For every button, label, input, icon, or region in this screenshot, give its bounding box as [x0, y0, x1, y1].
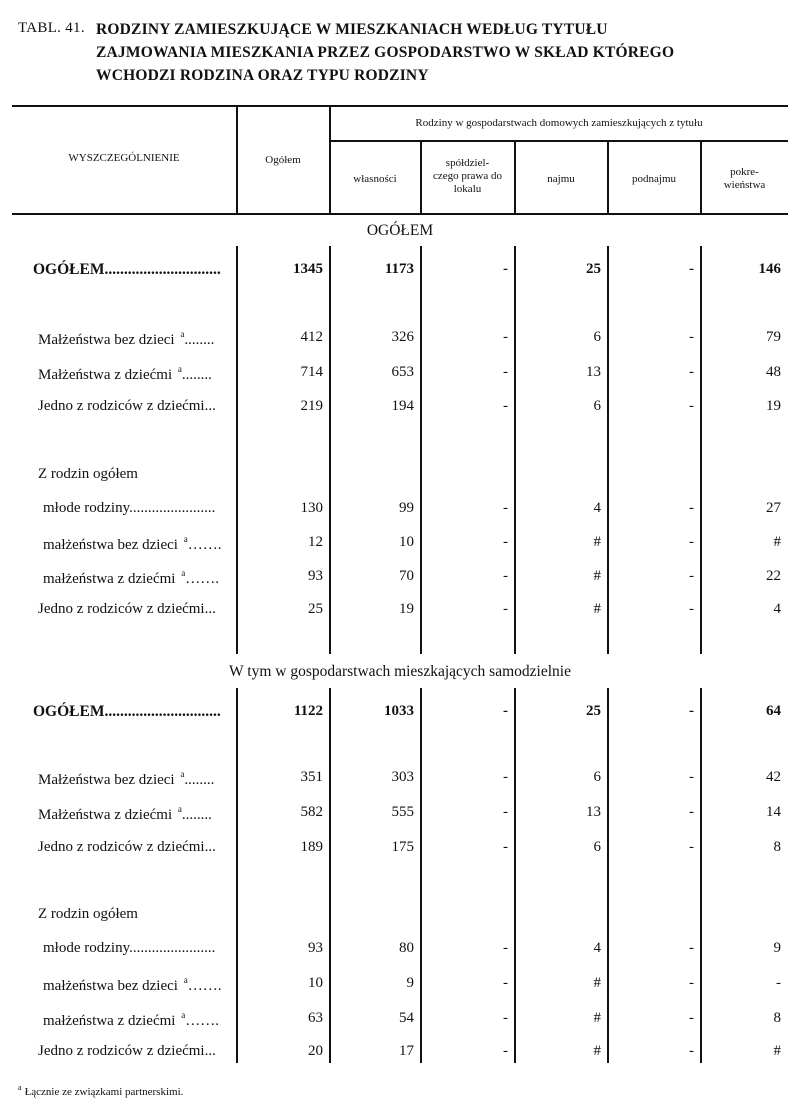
- cell-total: 20: [308, 1043, 323, 1059]
- body-divider: [420, 688, 422, 1063]
- column-header-sublet: podnajmu: [632, 173, 676, 185]
- cell-coop: -: [503, 839, 508, 855]
- cell-total: 130: [300, 500, 323, 516]
- cell-own: 80: [399, 940, 414, 956]
- table-row: [0, 261, 800, 283]
- column-header-coop-line: lokalu: [453, 183, 482, 195]
- cell-rent: 6: [593, 839, 601, 855]
- cell-kinship: 8: [773, 839, 781, 855]
- row-label: młode rodziny.......................: [43, 500, 216, 516]
- cell-own: 303: [391, 769, 414, 785]
- cell-coop: -: [503, 940, 508, 956]
- body-divider: [236, 688, 238, 1063]
- row-label-dots: …….: [185, 1013, 219, 1029]
- row-label-dots: …….: [187, 537, 222, 553]
- footnote-text: Łącznie ze związkami partnerskimi.: [24, 1086, 184, 1098]
- cell-rent: 13: [586, 804, 601, 820]
- cell-coop: -: [503, 364, 508, 380]
- cell-kinship: 4: [773, 601, 781, 617]
- cell-rent: #: [593, 1043, 601, 1059]
- cell-coop: -: [503, 329, 508, 345]
- cell-own: 9: [406, 975, 414, 991]
- cell-own: 19: [399, 601, 414, 617]
- cell-sublet: -: [689, 839, 694, 855]
- cell-sublet: -: [689, 703, 694, 719]
- table-number: TABL. 41.: [18, 20, 85, 36]
- cell-total: 189: [300, 839, 323, 855]
- cell-kinship: 146: [758, 261, 781, 277]
- cell-rent: 25: [586, 261, 601, 277]
- cell-rent: 6: [593, 769, 601, 785]
- cell-total: 25: [308, 601, 323, 617]
- table-row: [0, 601, 800, 623]
- row-label: [43, 568, 219, 588]
- cell-coop: -: [503, 769, 508, 785]
- cell-rent: 13: [586, 364, 601, 380]
- cell-own: 54: [399, 1010, 414, 1026]
- cell-kinship: 9: [773, 940, 781, 956]
- cell-own: 194: [391, 398, 414, 414]
- cell-own: 1033: [384, 703, 414, 719]
- table-row: [0, 769, 800, 791]
- column-header-coop: [421, 157, 514, 196]
- footnote-marker: a: [177, 364, 182, 374]
- row-label: [43, 975, 221, 995]
- cell-rent: #: [593, 568, 601, 584]
- cell-own: 10: [399, 534, 414, 550]
- footnote-marker: a: [177, 804, 182, 814]
- row-label-dots: ........: [181, 367, 212, 383]
- body-divider: [236, 246, 238, 654]
- cell-coop: -: [503, 1043, 508, 1059]
- row-label-text: małżeństwa bez dzieci: [43, 978, 178, 994]
- row-label: Jedno z rodziców z dziećmi...: [38, 839, 216, 855]
- cell-sublet: -: [689, 500, 694, 516]
- row-label-text: małżeństwa z dziećmi: [43, 1013, 176, 1029]
- cell-coop: -: [503, 398, 508, 414]
- cell-coop: -: [503, 601, 508, 617]
- cell-total: 10: [308, 975, 323, 991]
- cell-kinship: 19: [766, 398, 781, 414]
- row-label-dots: ........: [184, 332, 215, 348]
- footnote: [18, 1083, 183, 1098]
- table-row: [0, 906, 800, 928]
- body-divider: [607, 246, 609, 654]
- cell-kinship: #: [773, 1043, 781, 1059]
- table-row: [0, 940, 800, 962]
- column-group-header: Rodziny w gospodarstwach domowych zamieszkujących z tytułu: [415, 117, 703, 129]
- cell-rent: 4: [593, 500, 601, 516]
- column-header-rent: najmu: [547, 173, 575, 185]
- row-label: Jedno z rodziców z dziećmi...: [38, 601, 216, 617]
- cell-sublet: -: [689, 364, 694, 380]
- cell-sublet: -: [689, 534, 694, 550]
- row-label: Z rodzin ogółem: [38, 466, 138, 482]
- cell-total: 63: [308, 1010, 323, 1026]
- column-header-coop-line: czego prawa do: [432, 170, 503, 182]
- table-title-line-3: WCHODZI RODZINA ORAZ TYPU RODZINY: [96, 67, 429, 84]
- cell-rent: 6: [593, 329, 601, 345]
- body-divider: [329, 246, 331, 654]
- table-row: [0, 1043, 800, 1065]
- table-row: [0, 1010, 800, 1032]
- body-divider: [700, 246, 702, 654]
- table-row: [0, 534, 800, 556]
- cell-total: 582: [300, 804, 323, 820]
- footnote-marker: a: [180, 329, 185, 339]
- row-label: [43, 534, 221, 554]
- cell-sublet: -: [689, 261, 694, 277]
- cell-coop: -: [503, 261, 508, 277]
- column-header-kinship-line: wieństwa: [723, 179, 766, 191]
- cell-own: 175: [391, 839, 414, 855]
- cell-coop: -: [503, 1010, 508, 1026]
- footnote-marker: a: [183, 534, 188, 544]
- column-header-coop-line: spółdziel-: [445, 157, 490, 169]
- table-row: [0, 329, 800, 351]
- row-label-text: Małżeństwa bez dzieci: [38, 332, 175, 348]
- column-header-spec: WYSZCZEGÓLNIENIE: [68, 152, 180, 164]
- row-label: [38, 769, 214, 789]
- cell-kinship: 14: [766, 804, 781, 820]
- cell-total: 93: [308, 568, 323, 584]
- row-label: młode rodziny.......................: [43, 940, 216, 956]
- cell-sublet: -: [689, 940, 694, 956]
- table-title-line-2: ZAJMOWANIA MIESZKANIA PRZEZ GOSPODARSTWO W SKŁAD KTÓREGO: [96, 44, 675, 61]
- row-label-dots: ........: [184, 772, 215, 788]
- row-label: OGÓŁEM..............................: [33, 261, 221, 278]
- cell-kinship: 79: [766, 329, 781, 345]
- row-label-text: Małżeństwa z dziećmi: [38, 807, 173, 823]
- cell-total: 1345: [293, 261, 323, 277]
- body-divider: [420, 246, 422, 654]
- cell-total: 1122: [293, 703, 323, 719]
- cell-kinship: -: [776, 975, 781, 991]
- cell-coop: -: [503, 568, 508, 584]
- row-label: Z rodzin ogółem: [38, 906, 138, 922]
- cell-coop: -: [503, 804, 508, 820]
- section-heading: W tym w gospodarstwach mieszkających samodzielnie: [229, 663, 571, 680]
- footnote-marker: a: [181, 1010, 186, 1020]
- cell-own: 326: [391, 329, 414, 345]
- table-row: [0, 568, 800, 590]
- cell-kinship: 64: [766, 703, 781, 719]
- row-label-text: małżeństwa z dziećmi: [43, 571, 176, 587]
- cell-kinship: 27: [766, 500, 781, 516]
- table-row: [0, 500, 800, 522]
- cell-rent: 4: [593, 940, 601, 956]
- cell-own: 653: [391, 364, 414, 380]
- row-label-text: małżeństwa bez dzieci: [43, 537, 178, 553]
- cell-kinship: 48: [766, 364, 781, 380]
- table-row: [0, 364, 800, 386]
- table-row: [0, 466, 800, 488]
- cell-total: 412: [300, 329, 323, 345]
- table-title-line-1: RODZINY ZAMIESZKUJĄCE W MIESZKANIACH WEDŁUG TYTUŁU: [96, 21, 608, 38]
- table-row: [0, 703, 800, 725]
- column-header-own: własności: [353, 173, 397, 185]
- row-label: [38, 804, 212, 824]
- row-label: OGÓŁEM..............................: [33, 703, 221, 720]
- footnote-marker: a: [18, 1083, 22, 1092]
- cell-sublet: -: [689, 975, 694, 991]
- cell-rent: 6: [593, 398, 601, 414]
- body-divider: [514, 246, 516, 654]
- cell-sublet: -: [689, 1010, 694, 1026]
- cell-sublet: -: [689, 568, 694, 584]
- row-label-text: Małżeństwa bez dzieci: [38, 772, 175, 788]
- cell-own: 99: [399, 500, 414, 516]
- column-header-kinship: [701, 166, 788, 192]
- row-label: [38, 364, 212, 384]
- table-row: [0, 839, 800, 861]
- cell-own: 17: [399, 1043, 414, 1059]
- footnote-marker: a: [183, 975, 188, 985]
- row-label: Jedno z rodziców z dziećmi...: [38, 398, 216, 414]
- cell-kinship: 8: [773, 1010, 781, 1026]
- group-header-rule: [329, 140, 788, 142]
- footnote-marker: a: [180, 769, 185, 779]
- cell-kinship: 22: [766, 568, 781, 584]
- cell-rent: #: [593, 534, 601, 550]
- header-bottom-rule: [12, 213, 788, 215]
- cell-sublet: -: [689, 804, 694, 820]
- body-divider: [514, 688, 516, 1063]
- body-divider: [607, 688, 609, 1063]
- table-row: [0, 398, 800, 420]
- cell-sublet: -: [689, 398, 694, 414]
- cell-rent: #: [593, 601, 601, 617]
- cell-sublet: -: [689, 329, 694, 345]
- table-title: [96, 18, 736, 87]
- row-label: [38, 329, 214, 349]
- row-label: [43, 1010, 219, 1030]
- column-header-kinship-line: pokre-: [730, 166, 759, 178]
- row-label-text: Małżeństwa z dziećmi: [38, 367, 173, 383]
- cell-rent: #: [593, 975, 601, 991]
- cell-total: 714: [300, 364, 323, 380]
- cell-rent: #: [593, 1010, 601, 1026]
- row-label: Jedno z rodziców z dziećmi...: [38, 1043, 216, 1059]
- column-header-total: Ogółem: [265, 154, 301, 166]
- cell-sublet: -: [689, 769, 694, 785]
- cell-kinship: #: [773, 534, 781, 550]
- header-top-rule: [12, 105, 788, 107]
- cell-coop: -: [503, 534, 508, 550]
- row-label-dots: …….: [185, 571, 219, 587]
- cell-coop: -: [503, 703, 508, 719]
- cell-own: 70: [399, 568, 414, 584]
- cell-rent: 25: [586, 703, 601, 719]
- cell-total: 351: [300, 769, 323, 785]
- cell-sublet: -: [689, 601, 694, 617]
- body-divider: [700, 688, 702, 1063]
- cell-coop: -: [503, 500, 508, 516]
- cell-sublet: -: [689, 1043, 694, 1059]
- cell-total: 93: [308, 940, 323, 956]
- table-row: [0, 804, 800, 826]
- section-heading: OGÓŁEM: [366, 222, 434, 239]
- cell-total: 219: [300, 398, 323, 414]
- cell-own: 1173: [384, 261, 414, 277]
- table-row: [0, 975, 800, 997]
- cell-kinship: 42: [766, 769, 781, 785]
- footnote-marker: a: [181, 568, 186, 578]
- cell-own: 555: [391, 804, 414, 820]
- body-divider: [329, 688, 331, 1063]
- cell-coop: -: [503, 975, 508, 991]
- row-label-dots: ........: [181, 807, 212, 823]
- cell-total: 12: [308, 534, 323, 550]
- row-label-dots: …….: [187, 978, 222, 994]
